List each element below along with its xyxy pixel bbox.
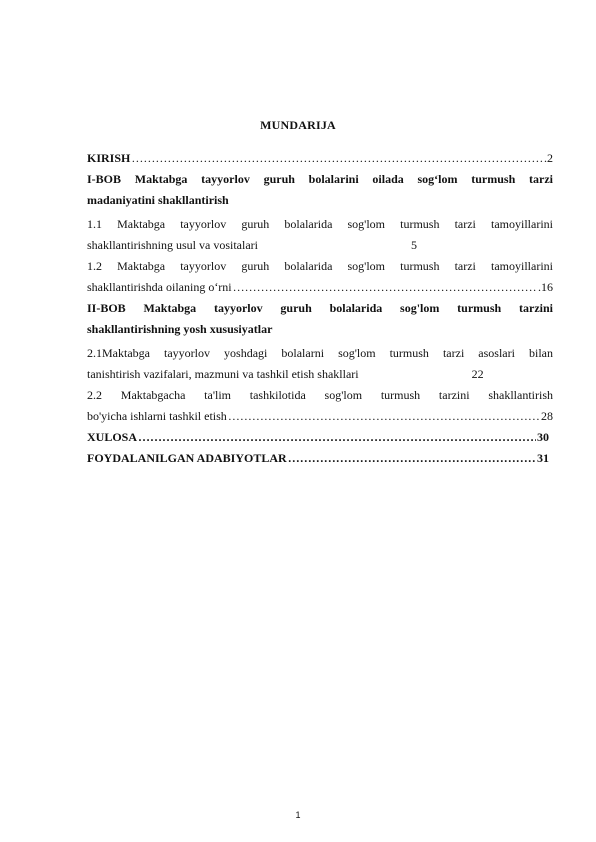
page-title: MUNDARIJA — [260, 118, 336, 132]
toc-chapter-1-line2: madaniyatini shakllantirish — [87, 193, 229, 207]
toc-section-2-1-line2 — [87, 364, 553, 385]
toc-leader — [233, 277, 537, 298]
toc-leader — [131, 148, 543, 169]
toc-entry-xulosa — [87, 427, 549, 448]
toc-page: 22 — [471, 367, 484, 381]
toc-section-1-1-line2 — [87, 235, 553, 256]
toc-chapter-2-line2: shakllantirishning yosh xususiyatlar — [87, 322, 273, 336]
toc-leader — [228, 406, 540, 427]
table-of-contents — [87, 148, 553, 469]
toc-leader — [288, 448, 536, 469]
toc-page: .16 — [538, 280, 553, 294]
toc-section-1-2-line2 — [87, 277, 553, 298]
toc-label: shakllantirishda oilaning o‘rni — [87, 280, 232, 294]
toc-label: KIRISH — [87, 151, 131, 165]
toc-leader — [138, 427, 536, 448]
toc-chapter-1-line1: I-BOB Maktabga tayyorlov guruh bolalarini oilada sog‘lom turmush tarzi — [87, 172, 553, 186]
toc-entry-kirish — [87, 148, 553, 169]
toc-label: FOYDALANILGAN ADABIYOTLAR — [87, 451, 287, 465]
toc-section-2-2-line1: 2.2 Maktabgacha ta'lim tashkilotida sog'lom turmush tarzini shakllantirish — [87, 388, 553, 402]
toc-section-2-2-line2 — [87, 406, 553, 427]
toc-section-2-1-line1: 2.1Maktabga tayyorlov yoshdagi bolalarni sog'lom turmush tarzi asoslari bilan — [87, 346, 553, 360]
toc-section-1-2-line1: 1.2 Maktabga tayyorlov guruh bolalarida sog'lom turmush tarzi tamoyillarini — [87, 259, 553, 273]
toc-page: 5 — [410, 238, 417, 252]
toc-label: tanishtirish vazifalari, mazmuni va tashkil etish shakllari — [87, 367, 359, 381]
toc-label: bo'yicha ishlarni tashkil etish — [87, 409, 227, 423]
page-number: 1 — [295, 810, 301, 820]
toc-page: 31 — [537, 451, 549, 465]
toc-entry-foydalanilgan-adabiyotlar — [87, 448, 549, 469]
toc-section-1-1-line1: 1.1 Maktabga tayyorlov guruh bolalarida sog'lom turmush tarzi tamoyillarini — [87, 217, 553, 231]
toc-page: 28 — [541, 409, 553, 423]
toc-label: shakllantirishning usul va vositalari — [87, 238, 258, 252]
toc-label: XULOSA — [87, 430, 138, 444]
toc-page: .2 — [544, 151, 553, 165]
toc-page: 30 — [537, 430, 549, 444]
toc-chapter-2-line1: II-BOB Maktabga tayyorlov guruh bolalarida sog'lom turmush tarzini — [87, 301, 553, 315]
